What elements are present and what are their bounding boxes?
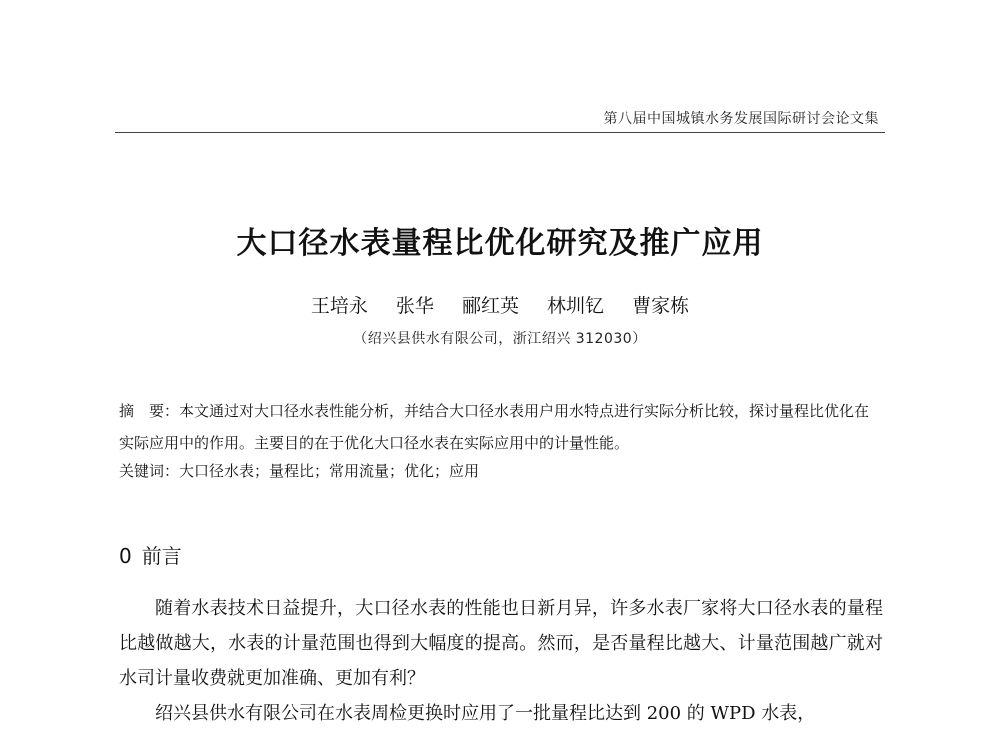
section-heading (119, 540, 182, 569)
body-paragraph: 绍兴县供水有限公司在水表周检更换时应用了一批量程比达到 200 的 WPD 水表， (155, 703, 816, 724)
abstract-label: 摘 要： (119, 402, 180, 420)
author-name: 曹家栋 (632, 295, 690, 317)
author-name: 郦红英 (461, 295, 519, 317)
keywords-text: 大口径水表；量程比；常用流量；优化；应用 (179, 462, 480, 480)
section-title: 前言 (141, 544, 182, 568)
body-text (119, 591, 883, 731)
abstract (119, 395, 883, 459)
author-name: 张华 (395, 295, 434, 317)
keywords (119, 459, 883, 483)
keywords-label: 关键词： (119, 462, 180, 480)
abstract-text: 本文通过对大口径水表性能分析，并结合大口径水表用户用水特点进行实际分析比较，探讨量程比优化在实际应用中的作用。主要目的在于优化大口径水表在实际应用中的计量性能。 (119, 402, 870, 452)
author-name: 林圳钇 (547, 295, 605, 317)
header-rule (115, 132, 885, 133)
body-paragraph: 随着水表技术日益提升，大口径水表的性能也日新月异，许多水表厂家将大口径水表的量程比越做越大，水表的计量范围也得到大幅度的提高。然而，是否量程比越大、计量范围越广就对水司计量收费就更加准确、更加有利？ (119, 598, 883, 689)
paper-title: 大口径水表量程比优化研究及推广应用 (236, 226, 764, 261)
running-header: 第八届中国城镇水务发展国际研讨会论文集 (603, 111, 879, 127)
section-number: 0 (119, 544, 132, 568)
affiliation: （绍兴县供水有限公司，浙江绍兴 312030） (353, 331, 647, 347)
author-name: 王培永 (310, 295, 368, 317)
author-list (0, 291, 1000, 318)
